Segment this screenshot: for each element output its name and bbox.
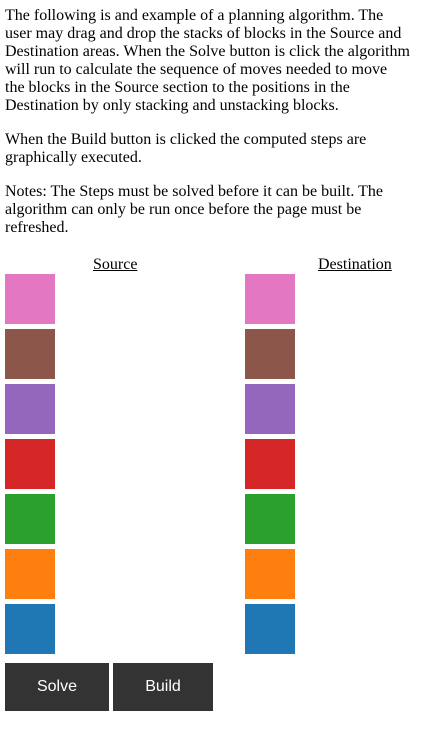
destination-stack[interactable] — [245, 274, 295, 659]
destination-block[interactable] — [245, 274, 295, 324]
solve-button[interactable]: Solve — [5, 663, 109, 711]
source-block[interactable] — [5, 494, 55, 544]
source-header: Source — [93, 256, 138, 273]
destination-block[interactable] — [245, 604, 295, 654]
source-block[interactable] — [5, 604, 55, 654]
source-block[interactable] — [5, 274, 55, 324]
destination-block[interactable] — [245, 439, 295, 489]
build-button[interactable]: Build — [113, 663, 213, 711]
destination-block[interactable] — [245, 329, 295, 379]
intro-paragraph: Notes: The Steps must be solved before it can be built. The algorithm can only be run once before the page must be refreshed. — [5, 183, 383, 236]
source-block[interactable] — [5, 329, 55, 379]
destination-header: Destination — [318, 256, 392, 273]
source-stack[interactable] — [5, 274, 55, 659]
source-block[interactable] — [5, 549, 55, 599]
instructions — [5, 7, 410, 253]
source-block[interactable] — [5, 439, 55, 489]
source-block[interactable] — [5, 384, 55, 434]
intro-paragraph: The following is and example of a planning algorithm. The user may drag and drop the stacks of blocks in the Source and Destination areas. When the Solve button is click the algorithm will run to calculate the sequence of moves needed to move the blocks in the Source section to the positions in the Destination by only stacking and unstacking blocks. — [5, 7, 410, 114]
destination-block[interactable] — [245, 549, 295, 599]
destination-block[interactable] — [245, 494, 295, 544]
intro-paragraph: When the Build button is clicked the computed steps are graphically executed. — [5, 131, 367, 166]
destination-block[interactable] — [245, 384, 295, 434]
